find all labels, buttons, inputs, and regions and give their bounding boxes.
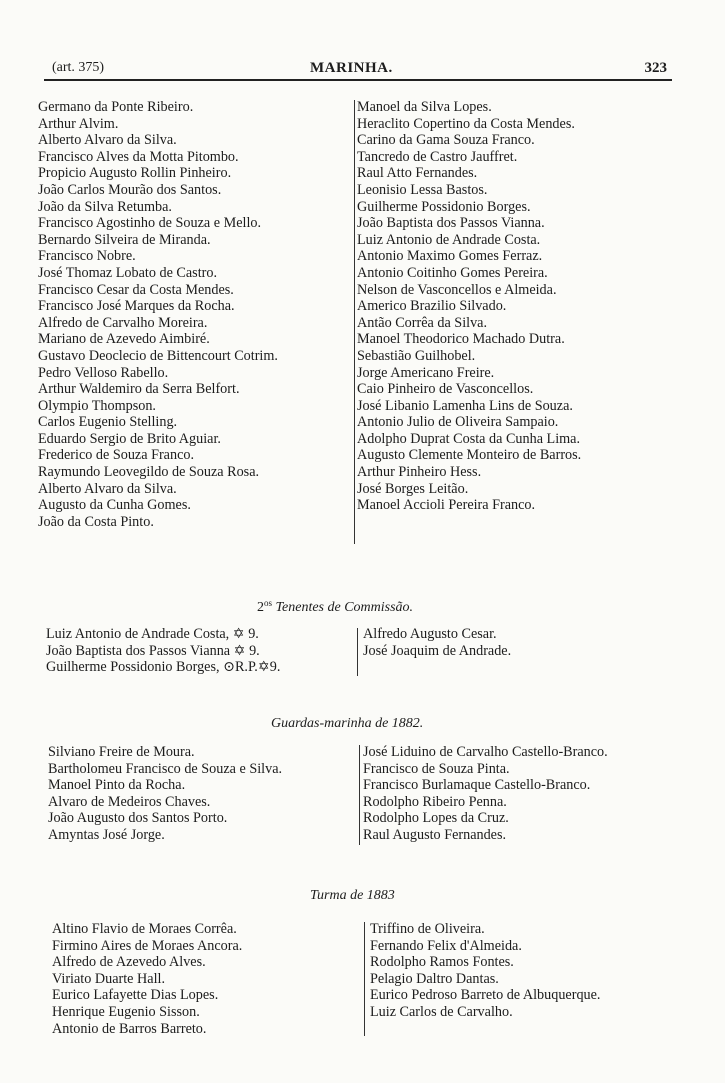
name-entry: Alvaro de Medeiros Chaves. xyxy=(48,793,211,810)
name-entry: Henrique Eugenio Sisson. xyxy=(52,1003,200,1020)
name-entry: Amyntas José Jorge. xyxy=(48,826,165,843)
segundos-tenentes-right-column xyxy=(363,626,511,659)
officers-left-column xyxy=(38,99,278,530)
name-entry: João Baptista dos Passos Vianna ✡ 9. xyxy=(46,642,260,659)
name-entry: João Augusto dos Santos Porto. xyxy=(48,810,228,827)
guardas-marinha-right-column xyxy=(363,744,608,844)
name-entry: Gustavo Deoclecio de Bittencourt Cotrim. xyxy=(38,347,278,364)
page-header xyxy=(52,60,667,80)
name-entry: Guilherme Possidonio Borges. xyxy=(357,198,531,215)
name-entry: João Baptista dos Passos Vianna. xyxy=(357,215,545,232)
name-entry: Pelagio Daltro Dantas. xyxy=(370,970,499,987)
name-entry: Americo Brazilio Silvado. xyxy=(357,298,507,315)
name-entry: Augusto da Cunha Gomes. xyxy=(38,497,191,514)
officers-right-column xyxy=(357,99,581,514)
name-entry: Alfredo de Azevedo Alves. xyxy=(52,954,206,971)
name-entry: Luiz Carlos de Carvalho. xyxy=(370,1003,513,1020)
name-entry: Firmino Aires de Moraes Ancora. xyxy=(52,937,243,954)
name-entry: Alberto Alvaro da Silva. xyxy=(38,132,177,149)
name-entry: Pedro Velloso Rabello. xyxy=(38,364,169,381)
name-entry: Bartholomeu Francisco de Souza e Silva. xyxy=(48,760,283,777)
name-entry: Francisco Agostinho de Souza e Mello. xyxy=(38,215,262,232)
name-entry: Antonio Maximo Gomes Ferraz. xyxy=(357,248,543,265)
name-entry: José Thomaz Lobato de Castro. xyxy=(38,264,218,281)
name-entry: Olympio Thompson. xyxy=(38,397,156,414)
name-entry: Tancredo de Castro Jauffret. xyxy=(357,148,518,165)
guardas-marinha-left-column xyxy=(48,744,282,844)
name-entry: Jorge Americano Freire. xyxy=(357,364,495,381)
name-entry: Raul Augusto Fernandes. xyxy=(363,826,507,843)
running-title: MARINHA. xyxy=(310,60,393,76)
name-entry: Frederico de Souza Franco. xyxy=(38,447,195,464)
name-entry: Leonisio Lessa Bastos. xyxy=(357,181,488,198)
name-entry: Francisco Cesar da Costa Mendes. xyxy=(38,281,234,298)
column-divider xyxy=(354,100,355,544)
name-entry: Fernando Felix d'Almeida. xyxy=(370,937,522,954)
name-entry: Francisco Nobre. xyxy=(38,248,136,265)
name-entry: Caio Pinheiro de Vasconcellos. xyxy=(357,381,534,398)
name-entry: Silviano Freire de Moura. xyxy=(48,744,195,760)
name-entry: Arthur Waldemiro da Serra Belfort. xyxy=(38,381,240,398)
page-number: 323 xyxy=(644,60,667,76)
name-entry: Mariano de Azevedo Aimbiré. xyxy=(38,331,210,348)
name-entry: Rodolpho Ribeiro Penna. xyxy=(363,793,507,810)
name-entry: João Carlos Mourão dos Santos. xyxy=(38,181,222,198)
header-rule xyxy=(44,79,672,81)
name-entry: Propicio Augusto Rollin Pinheiro. xyxy=(38,165,232,182)
section-title-guardas-marinha: Guardas-marinha de 1882. xyxy=(271,716,424,731)
column-divider xyxy=(364,922,365,1036)
name-entry: José Libanio Lamenha Lins de Souza. xyxy=(357,397,573,414)
name-entry: Altino Flavio de Moraes Corrêa. xyxy=(52,921,237,937)
segundos-tenentes-left-column xyxy=(46,626,280,676)
name-entry: Bernardo Silveira de Miranda. xyxy=(38,231,211,248)
name-entry: Arthur Pinheiro Hess. xyxy=(357,464,482,481)
name-entry: Adolpho Duprat Costa da Cunha Lima. xyxy=(357,430,581,447)
name-entry: José Liduino de Carvalho Castello-Branco. xyxy=(363,744,608,760)
name-entry: Antonio de Barros Barreto. xyxy=(52,1020,207,1037)
name-entry: Francisco Alves da Motta Pitombo. xyxy=(38,148,239,165)
name-entry: José Borges Leitão. xyxy=(357,480,469,497)
column-divider xyxy=(359,745,360,845)
name-entry: Alberto Alvaro da Silva. xyxy=(38,480,177,497)
name-entry: Rodolpho Lopes da Cruz. xyxy=(363,810,509,827)
name-entry: Eurico Lafayette Dias Lopes. xyxy=(52,987,219,1004)
name-entry: Guilherme Possidonio Borges, ⊙R.P.✡9. xyxy=(46,659,281,676)
name-entry: Luiz Antonio de Andrade Costa. xyxy=(357,231,541,248)
name-entry: Francisco José Marques da Rocha. xyxy=(38,298,235,315)
name-entry: Manoel da Silva Lopes. xyxy=(357,99,492,115)
section-title-segundos-tenentes: $2^{os}$ Tenentes de Commissão. xyxy=(257,598,414,615)
name-entry: Luiz Antonio de Andrade Costa, ✡ 9. xyxy=(46,626,259,642)
turma-1883-right-column xyxy=(370,921,600,1021)
name-entry: José Joaquim de Andrade. xyxy=(363,642,512,659)
section-title-turma-1883: Turma de 1883 xyxy=(310,888,395,903)
name-entry: Carlos Eugenio Stelling. xyxy=(38,414,178,431)
name-entry: Antonio Coitinho Gomes Pereira. xyxy=(357,264,548,281)
name-entry: Germano da Ponte Ribeiro. xyxy=(38,99,194,115)
name-entry: Raymundo Leovegildo de Souza Rosa. xyxy=(38,464,260,481)
name-entry: Alfredo de Carvalho Moreira. xyxy=(38,314,208,331)
column-divider xyxy=(357,628,358,676)
name-entry: Raul Atto Fernandes. xyxy=(357,165,478,182)
name-entry: Manoel Theodorico Machado Dutra. xyxy=(357,331,565,348)
turma-1883-left-column xyxy=(52,921,242,1037)
name-entry: Heraclito Copertino da Costa Mendes. xyxy=(357,115,575,132)
name-entry: João da Silva Retumba. xyxy=(38,198,172,215)
name-entry: Nelson de Vasconcellos e Almeida. xyxy=(357,281,557,298)
name-entry: Manoel Pinto da Rocha. xyxy=(48,777,186,794)
name-entry: Francisco Burlamaque Castello-Branco. xyxy=(363,777,591,794)
name-entry: João da Costa Pinto. xyxy=(38,513,154,530)
article-reference: (art. 375) xyxy=(52,60,105,75)
name-entry: Sebastião Guilhobel. xyxy=(357,347,476,364)
name-entry: Eurico Pedroso Barreto de Albuquerque. xyxy=(370,987,601,1004)
name-entry: Alfredo Augusto Cesar. xyxy=(363,626,497,642)
name-entry: Carino da Gama Souza Franco. xyxy=(357,132,535,149)
name-entry: Rodolpho Ramos Fontes. xyxy=(370,954,514,971)
name-entry: Francisco de Souza Pinta. xyxy=(363,760,510,777)
name-entry: Manoel Accioli Pereira Franco. xyxy=(357,497,536,514)
name-entry: Antonio Julio de Oliveira Sampaio. xyxy=(357,414,559,431)
name-entry: Eduardo Sergio de Brito Aguiar. xyxy=(38,430,221,447)
name-entry: Augusto Clemente Monteiro de Barros. xyxy=(357,447,582,464)
name-entry: Triffino de Oliveira. xyxy=(370,921,485,937)
name-entry: Arthur Alvim. xyxy=(38,115,119,132)
name-entry: Viriato Duarte Hall. xyxy=(52,970,166,987)
name-entry: Antão Corrêa da Silva. xyxy=(357,314,488,331)
